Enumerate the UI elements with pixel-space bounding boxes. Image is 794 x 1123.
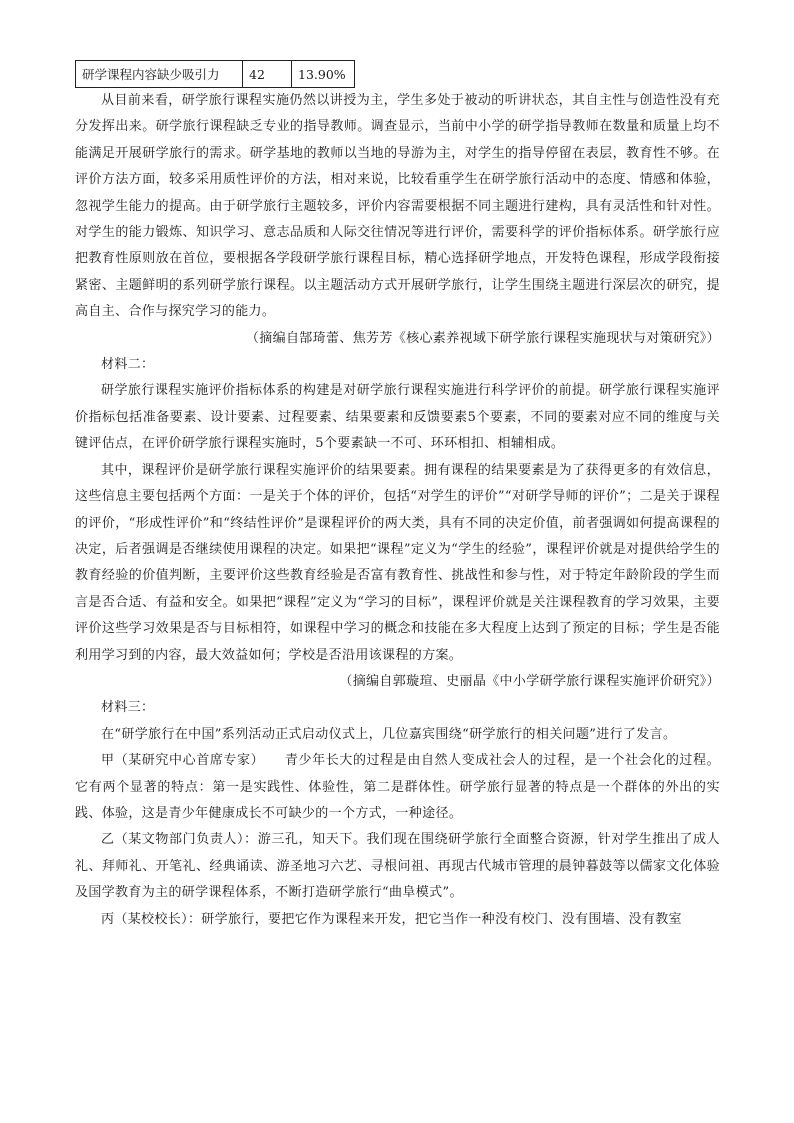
heading-material-three: 材料三： — [101, 700, 155, 716]
paragraph-material-one-body: 从目前来看，研学旅行课程实施仍然以讲授为主，学生多处于被动的听讲状态，其自主性与创造性没有充分发挥出来。研学旅行课程缺乏专业的指导教师。调查显示，当前中小学的研学指导教师在数量和质量上均不能满足开展研学旅行的需求。研学基地的教师以当地的导游为主，对学生的指导停留在表层，教育性不够。在评价方法方面，较多采用质性评价的方法，相对来说，比较看重学生在研学旅行活动中的态度、情感和体验，忽视学生能力的提高。由于研学旅行主题较多，评价内容需要根据不同主题进行建构，具有灵活性和针对性。对学生的能力锻炼、知识学习、意志品质和人际交往情况等进行评价，需要科学的评价指标体系。研学旅行应把教育性原则放在首位，要根据各学段研学旅行课程目标，精心选择研学地点，开发特色课程，形成学段衔接紧密、主题鲜明的系列研学旅行课程。以主题活动方式开展研学旅行，让学生围绕主题进行深层次的研究，提高自主、合作与探究学习的能力。 — [75, 93, 720, 320]
paragraph-speaker-bing: 丙（某校校长）：研学旅行，要把它作为课程来开发，把它当作一种没有校门、没有围墙、没有教室 — [101, 911, 682, 927]
table-cell-item: 研学课程内容缺少吸引力 — [76, 61, 243, 88]
table-cell-count: 42 — [243, 61, 292, 88]
table-cell-percent: 13.90% — [292, 61, 355, 88]
heading-material-two: 材料二： — [101, 357, 155, 373]
source-citation-two: （摘编自郭璇瑄、史丽晶《中小学研学旅行课程实施评价研究》） — [339, 673, 720, 689]
paragraph-speaker-jia: 甲（某研究中心首席专家） 青少年长大的过程是由自然人变成社会人的过程，是一个社会化的过程。它有两个显著的特点：第一是实践性、体验性，第二是群体性。研学旅行显著的特点是一个群体的外出的实践、体验，这是青少年健康成长不可缺少的一个方式，一种途径。 — [75, 753, 720, 821]
paragraph-speaker-yi: 乙（某文物部门负责人）：游三孔，知天下。我们现在围绕研学旅行全面整合资源，针对学生推出了成人礼、拜师礼、开笔礼、经典诵读、游圣地习六艺、寻根问祖、再现古代城市管理的晨钟暮鼓等以儒家文化体验及国学教育为主的研学课程体系，不断打造研学旅行“曲阜模式”。 — [75, 832, 720, 901]
survey-table — [75, 60, 355, 88]
document-page — [75, 60, 720, 933]
paragraph-material-two-a: 研学旅行课程实施评价指标体系的构建是对研学旅行课程实施进行科学评价的前提。研学旅行课程实施评价指标包括准备要素、设计要素、过程要素、结果要素和反馈要素5个要素，不同的要素对应不同的维度与关键评估点，在评价研学旅行课程实施时，5个要素缺一不可、环环相扣、相辅相成。 — [75, 383, 720, 452]
paragraph-material-two-b: 其中，课程评价是研学旅行课程实施评价的结果要素。拥有课程的结果要素是为了获得更多的有效信息，这些信息主要包括两个方面：一是关于个体的评价，包括“对学生的评价”“对研学导师的评价”；二是关于课程的评价，“形成性评价”和“终结性评价”是课程评价的两大类，具有不同的决定价值，前者强调如何提高课程的决定，后者强调是否继续使用课程的决定。如果把“课程”定义为“学生的经验”，课程评价就是对提供给学生的教育经验的价值判断，主要评价这些教育经验是否富有教育性、挑战性和参与性，对于特定年龄阶段的学生而言是否合适、有益和安全。如果把“课程”定义为“学习的目标”，课程评价就是关注课程教育的学习效果，主要评价这些学习效果是否与目标相符，如课程中学习的概念和技能在多大程度上达到了预定的目标；学生是否能利用学习到的内容，最大效益如何；学校是否沿用该课程的方案。 — [75, 462, 720, 663]
table-row — [76, 61, 355, 88]
source-citation-one: （摘编自郜琦蕾、焦芳芳《核心素养视域下研学旅行课程实施现状与对策研究》） — [245, 330, 720, 346]
paragraph-material-three-intro: 在“研学旅行在中国”系列活动正式启动仪式上，几位嘉宾围绕“研学旅行的相关问题”进行了发言。 — [101, 726, 677, 742]
